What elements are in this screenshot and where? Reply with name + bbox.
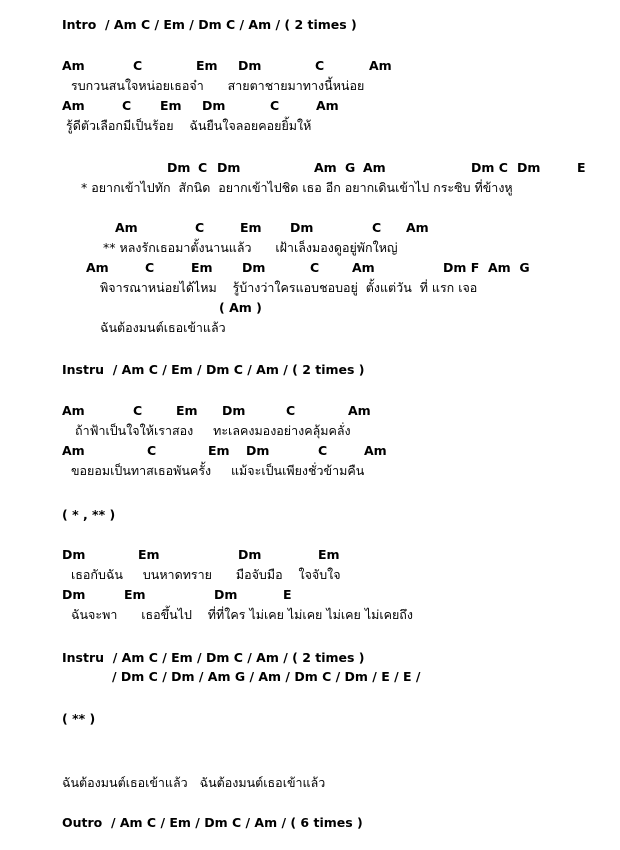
chord: C <box>198 160 208 175</box>
lyric-line: * อยากเข้าไปทัก สักนิด อยากเข้าไปชิด เธอ อีก อยากเดินเข้าไป กระซิบ ที่ข้างหู <box>81 180 513 195</box>
chord: Em <box>196 58 218 73</box>
chord: Am <box>369 58 392 73</box>
chord: Em <box>176 403 198 418</box>
chord: Em <box>240 220 262 235</box>
chord: C <box>310 260 320 275</box>
chord: Dm <box>214 587 238 602</box>
chord: Em <box>160 98 182 113</box>
chord: C <box>318 443 328 458</box>
lyric-line: รบกวนสนใจหน่อยเธอจ๋า สายตาชายมาทางนี้หน่อย <box>71 78 365 93</box>
repeat-marker: ( * , ** ) <box>62 507 116 522</box>
chord: C <box>145 260 155 275</box>
lyric-line: ** หลงรักเธอมาตั้งนานแล้ว เฝ้าเล็งมองดูอยู่พักใหญ่ <box>103 240 398 255</box>
instru-line: Instru / Am C / Em / Dm C / Am / ( 2 times ) <box>62 362 365 377</box>
chord: C <box>372 220 382 235</box>
chord: Dm <box>238 547 262 562</box>
chord: Em <box>124 587 146 602</box>
chord: C <box>122 98 132 113</box>
chord: E <box>577 160 586 175</box>
instru-line-continued: / Dm C / Dm / Am G / Am / Dm C / Dm / E / E / <box>112 669 421 684</box>
chord: Dm <box>242 260 266 275</box>
instru-line: Instru / Am C / Em / Dm C / Am / ( 2 times ) <box>62 650 365 665</box>
repeat-marker: ( ** ) <box>62 711 96 726</box>
chord: Am <box>314 160 337 175</box>
chord: Em <box>318 547 340 562</box>
chord: Dm <box>238 58 262 73</box>
chord: Am <box>62 443 85 458</box>
chord: E <box>283 587 292 602</box>
ending-lyric: ฉันต้องมนต์เธอเข้าแล้ว ฉันต้องมนต์เธอเข้าแล้ว <box>62 775 326 790</box>
chord: Em <box>191 260 213 275</box>
lyric-line: ฉันจะพา เธอขึ้นไป ที่ที่ใคร ไม่เคย ไม่เคย ไม่เคย ไม่เคยถึง <box>71 607 413 622</box>
chord: Am <box>406 220 429 235</box>
lyric-line: เธอกับฉัน บนหาดทราย มือจับมือ ใจจับใจ <box>71 567 341 582</box>
chord: Am <box>348 403 371 418</box>
chord: C <box>286 403 296 418</box>
chord: Dm <box>62 547 86 562</box>
chord: C <box>133 403 143 418</box>
chord: Dm <box>167 160 191 175</box>
chord: C <box>315 58 325 73</box>
chord: Am <box>363 160 386 175</box>
chord: Dm <box>217 160 241 175</box>
outro-line: Outro / Am C / Em / Dm C / Am / ( 6 times ) <box>62 815 363 830</box>
chord: Em <box>138 547 160 562</box>
chord: G <box>345 160 356 175</box>
chord: C <box>270 98 280 113</box>
chord: Dm <box>517 160 541 175</box>
chord: Dm <box>202 98 226 113</box>
chord: Am <box>316 98 339 113</box>
lyric-line: ขอยอมเป็นทาสเธอพันครั้ง แม้จะเป็นเพียงชั่วข้ามคืน <box>71 463 365 478</box>
chord: Dm <box>62 587 86 602</box>
lyric-line: พิจารณาหน่อยได้ไหม รู้บ้างว่าใครแอบชอบอยู่ ตั้งแต่วัน ที่ แรก เจอ <box>100 280 478 295</box>
chord: Am <box>62 58 85 73</box>
chord: Em <box>208 443 230 458</box>
lyric-line: รู้ดีตัวเลือกมีเป็นร้อย ฉันยืนใจลอยคอยยิ้มให้ <box>66 118 312 133</box>
chord: Dm F Am G <box>443 260 530 275</box>
intro-line: Intro / Am C / Em / Dm C / Am / ( 2 times ) <box>62 17 357 32</box>
lyric-line: ถ้าฟ้าเป็นใจให้เราสอง ทะเลคงมองอย่างคลุ้มคลั่ง <box>75 423 351 438</box>
chord: Dm <box>290 220 314 235</box>
chord: Am <box>62 403 85 418</box>
chord: Am <box>115 220 138 235</box>
chord: Dm <box>246 443 270 458</box>
chord: Am <box>86 260 109 275</box>
chord: C <box>147 443 157 458</box>
chord: Dm C <box>471 160 508 175</box>
lyric-line: ฉันต้องมนต์เธอเข้าแล้ว <box>100 320 226 335</box>
chord: Am <box>62 98 85 113</box>
chord: Dm <box>222 403 246 418</box>
chord: C <box>133 58 143 73</box>
chord: Am <box>364 443 387 458</box>
chord: C <box>195 220 205 235</box>
chord: ( Am ) <box>219 300 262 315</box>
chord: Am <box>352 260 375 275</box>
